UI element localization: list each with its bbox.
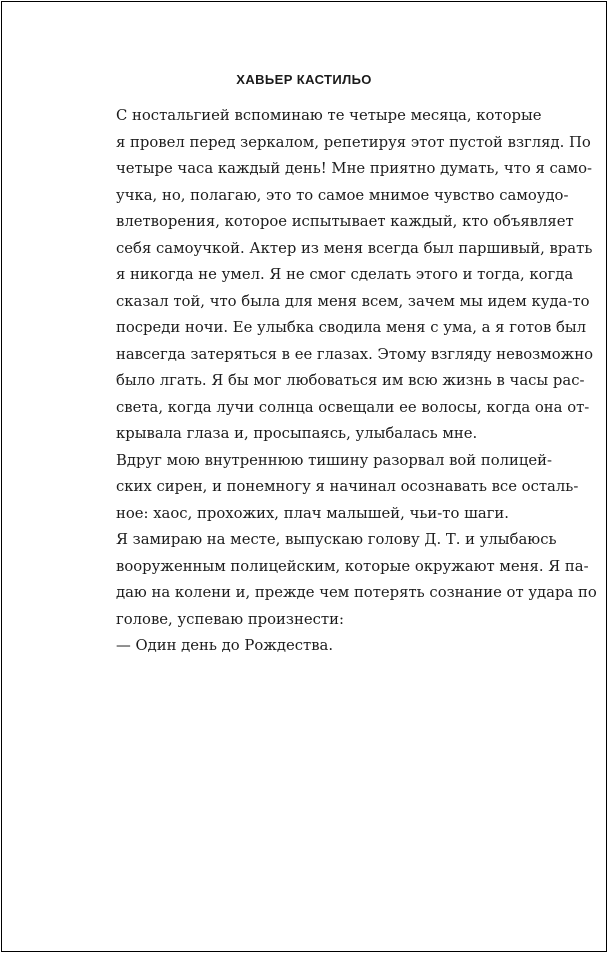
text-line: ских сирен, и понемногу я начинал осознавать все осталь- bbox=[116, 478, 579, 495]
text-line: было лгать. Я бы мог любоваться им всю жизнь в часы рас- bbox=[116, 372, 585, 389]
text-line: влетворения, которое испытывает каждый, кто объявляет bbox=[116, 213, 574, 230]
text-line: я никогда не умел. Я не смог сделать этого и тогда, когда bbox=[116, 266, 574, 283]
text-line: я провел перед зеркалом, репетируя этот пустой взгляд. По bbox=[116, 133, 591, 151]
text-line: голове, успеваю произнести: bbox=[116, 610, 344, 628]
book-page bbox=[1, 1, 607, 952]
text-line: себя самоучкой. Актер из меня всегда был паршивый, врать bbox=[116, 239, 593, 257]
text-line: Я замираю на месте, выпускаю голову Д. Т. и улыбаюсь bbox=[116, 531, 557, 548]
paragraph bbox=[92, 103, 593, 448]
text-line: сказал той, что была для меня всем, зачем мы идем куда-то bbox=[116, 292, 590, 310]
running-head: ХАВЬЕР КАСТИЛЬО bbox=[236, 72, 372, 87]
text-line: четыре часа каждый день! Мне приятно думать, что я само- bbox=[116, 160, 593, 177]
text-line: даю на колени и, прежде чем потерять сознание от удара по bbox=[116, 584, 597, 601]
paragraph bbox=[92, 633, 520, 660]
text-line: Вдруг мою внутреннюю тишину разорвал вой полицей- bbox=[116, 451, 553, 469]
text-line: посреди ночи. Ее улыбка сводила меня с ума, а я готов был bbox=[116, 319, 587, 336]
text-line: С ностальгией вспоминаю те четыре месяца, которые bbox=[116, 107, 542, 124]
paragraph bbox=[92, 527, 597, 633]
text-line: — Один день до Рождества. bbox=[116, 637, 334, 654]
paragraph bbox=[92, 448, 579, 528]
text-line: света, когда лучи солнца освещали ее волосы, когда она от- bbox=[116, 398, 590, 416]
text-line: вооруженным полицейским, которые окружают меня. Я па- bbox=[116, 557, 589, 575]
text-line: навсегда затеряться в ее глазах. Этому взгляду невозможно bbox=[116, 345, 593, 363]
text-line: учка, но, полагаю, это то самое мнимое чувство самоудо- bbox=[116, 186, 569, 204]
text-line: ное: хаос, прохожих, плач малышей, чьи-то шаги. bbox=[116, 504, 509, 522]
body-text bbox=[92, 103, 597, 660]
text-line: крывала глаза и, просыпаясь, улыбалась мне. bbox=[116, 425, 478, 442]
